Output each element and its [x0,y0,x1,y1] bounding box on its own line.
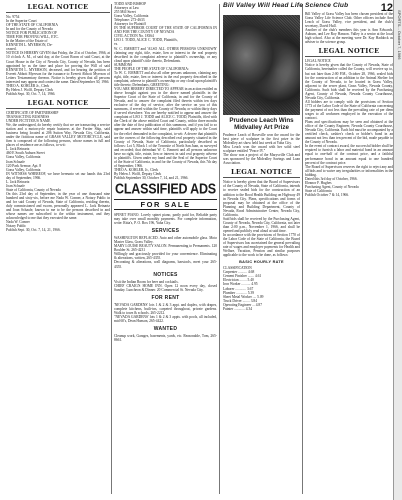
classified-ads-title: CLASSIFIED ADS [115,181,216,198]
services-text: WASHINGTON REPLACED. Auto and other automobile glass. Moto Master Glass, Grass Valley. MARY LOUISE BEAUTY SALON. Permanenting to Permanents. 120 Boulder St. 265-4231 Willingly and graciously provided for your convenience. Eliminating & alterations, written, 265-4355. Decorating & alterations, wall diagrams, barstools, meet your 265-4355. [114,236,217,269]
wage-rates-table: CLASSIFICATION Carpenter .......... 4.68 Cement Finisher ....... 4.61 Electrician ........ 5.40 Iron Worker .......... 4.95 Laborer ............ 3.67 Plumber ............ 5.39 Sheet Metal Worker .... 5.09 Truck Driver ........ 3.84 Operating Engineer ... 4.87 Painter ............ 4.34 [223,266,264,311]
news-photo [223,15,300,115]
for-rent-heading: FOR RENT [151,294,180,301]
science-club-story: Bill Valley of Grass Valley has been chosen president of the Grass Valley Life Science Club. Other officers include Ann Leach of Grass Valley, vice president, and the club's secretary, David Hull. Another of the club's members this year is Ann Edwards, Auburn, and Lee Roy Hanson. Valley is a senior at the local high school. Also at the meeting were Dr. Kay Haddock as adviser to the science group. [305,12,393,45]
notice-summons: TODD AND BISHOP Attorneys at Law 255 Mill Street Grass Valley, California Telephone: 273-4633 Attorneys for Plaintiff IN THE SUPERIOR COURT OF THE STATE OF CALIFORNIA IN AND FOR THE COUNTY OF NEVADA CIVIL ACTION No. 18364 LEO J. TODD, ALICE C. TODD, Plaintiffs, vs. W. C. EMMETT and 'ALSO ALL OTHER PERSONS UNKNOWN' claiming any right, title, estate, lien or interest in the real property described in the complaint adverse to plaintiff's ownership, or any cloud upon plaintiff's title thereto, Defendants. SUMMONS THE PEOPLE OF THE STATE OF CALIFORNIA: To W. C. EMMETT and also all other persons unknown, claiming any right, title, estate, lien or interest in the real property described in the complaint, adverse to plaintiff's ownership or any cloud upon plaintiff's title thereto; Defendants, GREETING: YOU ARE HEREBY DIRECTED TO APPEAR in an action entitled as above brought against you in the above named plaintiffs in the Superior Court of the State of California, in and for the County of Nevada, and to answer the complaint filed therein within ten days exclusive of the day of service, after the service on you of this summons, if served within the County of Nevada; or within thirty days if served elsewhere. You are hereby notified to appear and answer the complaint of LEO J. TODD and ALICE C. TODD, Plaintiffs, filed with the Clerk of the above entitled Court and County, within three months after the date of first publication of this summons, and if you fail to so appear and answer within said time, plaintiffs will apply to the Court for the relief demanded in the complaint, to-wit: A decree that plaintiffs are the owners of the following described real property situated in the County of Nevada, State of California, particularly described as follows: Lot 5, Block 1 of the Townsite of North San Juan, as surveyed and recorded; that defendant W. C. Emmett and all persons unknown have no right, title, estate, lien or interest in said real property adverse to plaintiffs. Given under my hand and the Seal of the Superior Court of the State of California, in and for the County of Nevada, this 7th day of September, 1966. THEO A. KOHLER, Jr., Clerk By Helen J. Wolff, Deputy Clerk Publish September 30, October 7, 14, and 21, 1966. [114,2,217,181]
column-photo-legal [223,12,300,498]
column-rule [111,4,112,494]
photo-story-text: Prudence Leach of Roseville won the award for the best piece of sculpture in the first prize in the Midvalley art show held last week at Yuba City. Miss Leach won the award with her solid steel sculpture entitled "Peace IV." The show was a project of the Marysville Club and was sponsored by the Midvalley Savings and Loan Association. [223,133,300,166]
for-sale-heading: FOR SALE [114,199,217,210]
notice-bids-animal-shelter: LEGAL NOTICE Notice is hereby given that the County of Nevada, State of California, hereinafter called the County, will receive up to, but not later than 2:00 P.M., October 28, 1966, sealed bids for the construction of an addition to the Animal Shelter for the County of Nevada, to be located in Grass Valley, adjacent to the sewer plant, Grass Valley, Nevada County, California. Such bids shall be received by the Purchasing Agent, County of Nevada, Nevada County Courthouse, Nevada City, California. All bidders are to comply with the provisions of Section 1773 of the Labor Code of the State of California concerning the payment of not less than the prevailing rate of per diem wages to all workmen employed in the execution of the contract. Plans and specifications may be seen and obtained at the office of the County Engineer, Nevada County Courthouse, Nevada City, California. Each bid must be accompanied by certified check, cashier's check or bidder's bond in an amount not less than ten percent of the bid, made payable to the County of Nevada. In the event of contract award, the successful bidder shall be required to furnish a labor and material bond in an amount equal to one-half of the contract price, and a faithful performance bond in an amount equal to one hundred percent of the contract price. The Board of Supervisors reserves the right to reject any and all bids and to waive any irregularities or informalities in the bidding. Dated this 3rd day of October, 1966. Eleanor F. Hughes Purchasing Agent, County of Nevada State of California Publish October 7 & 14, 1966. [305,59,393,197]
notice-partnership: CERTIFICATE OF PARTNERSHIP TRANSACTING BUSINESS UNDER FICTITIOUS NAME We, the undersigned, do hereby certify that we are transacting a service station and a motorcycle repair business at the Fortier Ship, said business being located at 206 Sutton Way, Nevada City, California, under the fictitious name of GRASS VALLEY MOTORCYCLE, said firm is composed of the following persons, whose names in full and places of residence are as follows, to-wit: L. Jack Reinartz 460 E South Auburn Street Grass Valley, California Joan Schaafe 120 Park Avenue, Apt. 8 Grass Valley, California IN WITNESS WHEREOF, we have hereunto set our hands this 23rd day of September, 1966. L. Jack Reinartz Joan Schaafe State of California, County of Nevada On this 23rd day of September, in the year of one thousand nine hundred and sixty-six, before me Nada W. Conner, a Notary Public in and for said County of Nevada, State of California, residing therein, duly commissioned and sworn, personally appeared L. Jack Reinartz and Joan Schaafe, known to me to be the persons described in and whose names are subscribed to the within instrument, and they acknowledged to me that they executed the same. Nada W. Conner Notary Public Publish Sept. 30, Oct. 7, 14, 21, 1966. [6,110,110,233]
wanted-heading: WANTED [153,325,178,332]
legal-notice-header: LEGAL NOTICE [6,99,110,109]
for-sale-text: SPINET PIANO. Lovely spinet piano, partly paid for, Reliable party may take over small monthly payments. For complete information, write: Ritta's, P. O. Box 196, Yuba City. [114,213,218,226]
notice-probate: No. 9754 In the Superior Court OF THE STATE OF CALIFORNIA In and for the County of Nevada NOTICE FOR PUBLICATION OF TIME FOR PROVING WILL, ETC. In the Matter of the Estate of KENNETH L. MYERSON, De- ceased. NOTICE IS HEREBY GIVEN that Friday, the 21st of October, 1966, at 10 o'clock A. M., of said day, at the Court Room of said Court, at the Court House in the City of Nevada City, County of Nevada, has been appointed by as the time and place for proving the Will of said KENNETH L. MYERSON, deceased, and for hearing the petition of Everett Abbott Myerson for the issuance to Everett Abbott Myerson of Letters Testamentary thereon. Notice is hereby given that all persons interested may appear and contest the same. Dated September 30, 1966. THEO A. KOHLER Jr., Clerk By Helen J. Wolff, Deputy Clerk Publish Sept. 30, Oct. 7, 14, 1966. [6,15,110,96]
legal-notice-header: LEGAL NOTICE [305,47,393,57]
legal-notice-header: LEGAL NOTICE [223,168,300,178]
column-legal-notices-1 [6,2,110,498]
column-science-club-legal [305,12,393,498]
notices-text: Visit the Indian Room for beer and cocktails. CHIEF CRAIG'S HOME INN. Open 12 noon every day, closed Sunday. Luncheon & Dinner. 20 Commercial St. Nevada City. [114,279,217,292]
photo-caption-headline: Prudence Leach Wins Midvalley Art Prize [229,117,294,131]
legal-notice-header: LEGAL NOTICE [6,3,110,13]
services-heading: SERVICES [151,228,180,235]
page-number: 12 [380,2,393,14]
wanted-text: Cleanup work, Garages, basements, yards, etc. Reasonable, Tom, 265-8661. [114,333,217,342]
newspaper-page [2,0,392,500]
side-strip-text: SPORTS... October 7, 1966 [397,10,402,60]
column-summons-classifieds [114,2,217,498]
notices-heading: NOTICES [153,271,178,278]
for-rent-text: 'NEVADA GARDENS' lots 1 & 2 & 3 appt. and duplex, with drapes, complete kitchens, built-ins, carpeted throughout, private gardens. Walk to town & schools. 265-2212. "NEVADA GARDENS' lots 1 & 2 & 3 appts. with pools, all included, mid 60's, Dean Hanson, 265-4422. [114,302,217,323]
notice-bids-health: Notice is hereby given that the Board of Supervisors of the County of Nevada, State of California, intends to receive sealed bids for the construction of an addition to the Rood Health Building on Highway 49 in Nevada City. Plans, specifications and forms of proposal may be obtained at the office of the Planning and Building Department, County of Nevada, Rood Administrative Center, Nevada City, California. Said bids shall be received by the Purchasing Agent, County of Nevada, Nevada City, California, not later than 2:00 p.m., November 1, 1966, and shall be opened and publicly read aloud at said time. In accordance with the provisions of Section 1770 of the Labor Code of the State of California, the Board of Supervisors has ascertained the general prevailing rate of wages and employer payments for Health and Welfare, Vacation, Pension and similar purposes applicable to the work to be done, as follows: [223,180,300,258]
headline-banner: Bill Valley Will Head Life Science Club [223,2,349,9]
column-rule [219,4,220,494]
page-edge-strip [393,0,402,500]
column-rule [302,4,303,494]
wage-rates-heading: BASIC HOURLY RATE [239,260,284,265]
